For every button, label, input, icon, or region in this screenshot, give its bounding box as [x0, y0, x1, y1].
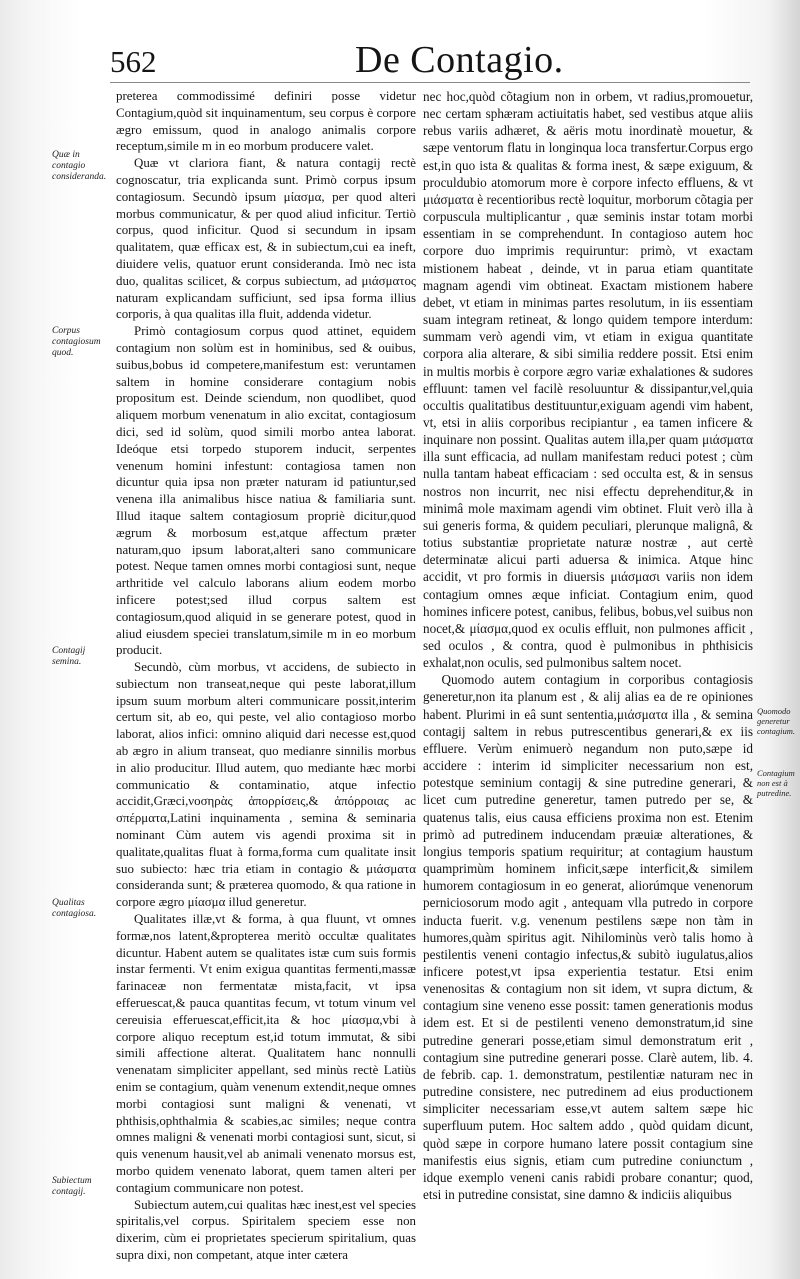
paragraph: nec hoc,quòd cõtagium non in orbem, vt radius,promouetur, nec certam sphæram actiuitatis habet, sed vestibus atque aliis rebus variis adhæret, & aëris motu inordinatè mouetur, & sæpe ventorum flatu in longinqua loca transfertur.Corpus ergo est,in quo ista & qualitas & forma inest, & sæpe exiguum, & proculdubio atomorum more è corpore infecto effluens, & vt μιάσματα è recentioribus rectè loquitur, morborum cõtagia per corpuscula multiplicantur , quæ seminis instar totam morbi essentiam in se comprehendunt. In contagioso autem hoc corpore duo imprimis requiruntur: primò, vt exactam mistionem habeat , deinde, vt in parua etiam quantitate magnam agendi vim obtineat. Exactam mistionem habere debet, vt etiam in minimas partes resolutum, in iis essentiam suam integram retineat, & longo quidem tempore interdum: summam verò agendi vim, vt etiam in exigua quantitate corpora alia alterare, & sibi similia reddere possit. Etsi enim in multis morbis è corpore ægro variæ exhalationes & sudores effluunt: tamen vel facilè resoluuntur & dissipantur,vel,quia occultis qualitatibus destituuntur,exiguam agendi vim habent, vt, etsi in aliis corporibus recipiantur , ea tamen inficere & inquinare non possint. Qualitas autem illa,per quam μιάσματα illa sunt efficacia, ad nullam manifestam reduci potest ; cùm nulla tantam habeat efficaciam : sed occulta est, & in sensus nostros non incurrit, nec nisi effectu deprehenditur,& in minimâ mole maximam agendi vim obtinet. Fluit verò illa à sui generis forma, & quidem peculiari, plerunque malignâ, & totius substantiæ proprietate naturæ nostræ , aut certè determinatæ alicui parti aduersa & inimica. Atque hinc accidit, vt pro formis in diuersis μιάσμασι variis non idem contagium omnes æque inficiat. Contagium enim, quod homines inficere potest, canibus, felibus, bobus,vel suibus non nocet,& μίασμα,quod ex oculis effluit, non pulmones afficit , sed oculos , & contra, quod è pulmonibus in phthisicis exhalat,non oculis, sed pulmonibus saltem nocet. — [423, 89, 754, 671]
margin-note-7: Contagium non est à putredine. — [757, 768, 795, 798]
paragraph: Primò contagiosum corpus quod attinet, equidem contagium non solùm est in hominibus, sed & ouibus, suibus,bobus id competere,manifestum est: veruntamen saltem in homine considerare contagium nobis propositum est. Deinde sciendum, non quodlibet, quod aliquem morbum venenatum in alio excitat, contagiosum dici, sed id solùm, quod simili morbo antea laborat. Ideóque etsi torpedo stuporem inducit, serpentes venenum homini infestunt: contagiosa tamen non dicuntur quia ipsa non præter naturam id patiuntur,sed venena illa animalibus hisce natiua & familiaria sunt. Illud itaque saltem contagiosum propriè dicitur,quod ægrum & morbosum est,atque affectum præter naturam,quo ipsum laborat,alteri sano communicare potest. Neque tamen omnes morbi contagiosi sunt, neque arthritide vel calculo laborans alium eodem morbo inficere potest;sed illud corpus saltem est contagiosum,quod aliquid in se generare potest, quod in aliud eiusdem speciei translatum,simile m in eo morbum producit. — [116, 324, 416, 658]
margin-note-1: Quæ in contagio consideranda. — [52, 150, 107, 182]
page-number: 562 — [110, 44, 157, 79]
margin-note-3: Contagij semina. — [52, 646, 86, 667]
running-title: De Contagio. — [355, 39, 564, 81]
margin-note-4: Qualitas contagiosa. — [52, 898, 97, 919]
left-column — [116, 88, 416, 1264]
paragraph: Quæ vt clariora fiant, & natura contagij rectè cognoscatur, tria explicanda sunt. Primò corpus ipsum contagiosum. Secundò ipsum μίασμα, per quod alteri morbus communicatur, & per quod aliud inficitur. Tertiò corpus, quod inficitur. Quod si secundum in ipsam qualitatem, quæ efficax est, & in subiectum,cui ea ineft, diuidere velis, quatuor erunt consideranda. Imò nec ista duo, qualitas scilicet, & corpus subiectum, ad μιάσματος naturam explicandam sufficiunt, sed ipsa forma illius corporis, à qua qualitas illa fluit, addenda videtur. — [116, 156, 416, 322]
paragraph: Quomodo autem contagium in corporibus contagiosis generetur,non ita planum est , & alij alias ea de re opiniones habent. Plurimi in eâ sunt sententia,μιάσματα illa , & semina contagij saltem in rebus putrescentibus generari,& ex iis effluere. Verùm enimuerò negandum non puto,sæpe id accidere : interim id simpliciter necessarium non est, potestque seminium contagij & sine putredine generari, & licet cum putredine generetur, tamen putredo per se, & quatenus talis, eius causa efficiens proxima non est. Etenim primò ad putredinem inducendam præuiæ alterationes, & longius temporis spatium requiritur; at contagium haustum quamprimùm hominem inficit,sæpe interficit,& similem humorem contagiosum in eo generat, aliorúmque venenorum perniciosorum modo agit , antequam vlla putredo in corpore inducta fuerit. v.g. venenum pestilens sæpe non tàm in humores,quàm spiritus agit. Nihilominùs verò talis homo à pestilentis veneni contagio infectus,& subitò iugulatus,alios inficere potest,vt ipsa experientia testatur. Etsi enim venenositas & contagium non sit idem, vt supra dictum, & contagium sine veneno esse possit: tamen generationis modus idem est. Et si de pestilenti veneno demonstratum,id sine putredine generari posse,etiam simul demonstratum erit , contagium sine putredine generari posse. Clarè autem, lib. 4. de febrib. cap. 1. demonstratum, pestilentiæ naturam nec in putredine consistere, nec putredinem ad eius productionem simpliciter necessariam esse,vt autem saltem sæpe hic superfluum putem. Hoc saltem addo , quòd quidam dicunt, quòd sæpe in corpore humano latere possit contagium sine manifestis eius signis, etiam cum putredine coniunctum , idque exemplo veneni canis rabidi probare conantur; quod, etsi in putredine consistat, sine damno & indiciis aliquibus — [423, 672, 753, 1202]
margin-note-5: Subiectum contagij. — [52, 1176, 92, 1197]
paragraph: Secundò, cùm morbus, vt accidens, de subiecto in subiectum non transeat,neque qui peste laborat,illum ipsum suum morbum alteri communicare possit,interim certum sit, ab eo, qui peste, vel alio contagioso morbo laborat, alios infici: omnino aliquid dari necesse est,quod ab ægro in alium transeat, quo medianre sinnilis morbus in alio producitur. Illud autem, quo mediante hæc morbi communicatio & contaminatio, atque infectio accidit,Græci,νοσηρὰς ἀπορρίσεις,& ἀπόρροιας ac σπέρματα,Latini inquinamenta , semina & seminaria nominant Cùm autem vis agendi proxima sit in qualitate,qualitas fluat à forma,forma cum qualitate insit suo subiecto: hæc tria etiam in contagio & μιάσματα consideranda sunt; & præterea quomodo, & qua ratione in corpore ægro μίασμα illud generetur. — [116, 660, 416, 910]
margin-note-2: Corpus contagiosum quod. — [52, 326, 101, 358]
paragraph: Subiectum autem,cui qualitas hæc inest,est vel species spiritalis,vel corpus. Spiritalem speciem esse non dixerim, cùm ei proprietates specierum spiritalium, quas supra dixi, non competant, atque inter cætera — [116, 1197, 416, 1262]
paragraph: Qualitates illæ,vt & forma, à qua fluunt, vt omnes formæ,nos latent,&propterea meritò occultæ qualitates dicuntur. Habent autem se qualitates istæ cum suis formis instar fermenti. Vt enim exigua quantitas fermenti,massæ farinaceæ non fermentatæ mista,facit, vt ipsa efferuescat,& pauca quantitas fecum, vt totum vinum vel cereuisia efferuescat,efficit,ita & hoc μίασμα,vbi à corpore aliquo receptum est,id totum immutat, & sibi simili affectione alterat. Qualitatem hanc nonnulli venenatam simpliciter appellant, sed minùs rectè Latiùs enim se contagium, quàm venenum extendit,neque omnes morbi contagiosi sunt maligni & venenati, vt phthisis,ophthalmia & scabies,ac similes; neque contra omnes maligni & venenati morbi contagiosi sunt, sicut, si quis venenum hausit,vel ab animali venenato morsus est, morbo quidem venenato laborat, quem tamen alteri per contagium communicare non potest. — [116, 912, 416, 1195]
header-rule — [110, 82, 750, 83]
paragraph: preterea commodissimé definiri posse videtur Contagium,quòd sit inquinamentum, seu corpus è corpore ægro emissum, quod in analogo animalis corpore receptum,simile m in eo morbum producere valet. — [116, 89, 416, 154]
right-column — [423, 88, 753, 1203]
margin-note-6: Quomodo generetur contagium. — [757, 706, 796, 736]
